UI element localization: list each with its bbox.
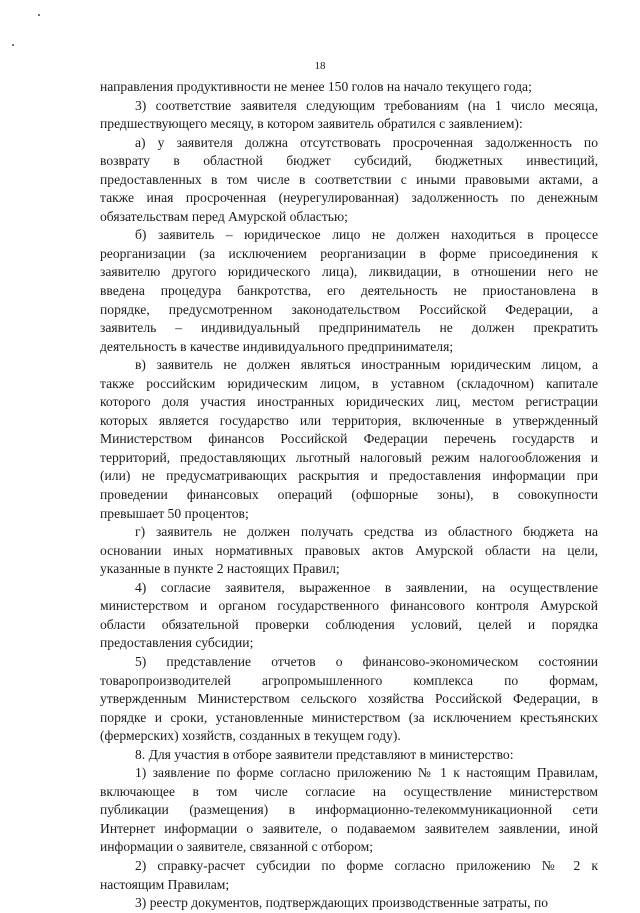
text-line: проведении финансовых операций (офшорные зоны), в совокупности <box>100 487 598 503</box>
text-line: порядке и сроки, установленные министерством (за исключением крестьянских <box>100 709 598 725</box>
text-line: основании иных нормативных правовых актов Амурской области на цели, <box>100 542 598 558</box>
scan-speck <box>38 14 40 16</box>
text-line: предоставления субсидии; <box>100 635 254 651</box>
text-line: (или) не предусматривающих раскрытия и предоставления информации при <box>100 468 598 484</box>
paragraph <box>100 764 598 857</box>
text-line: Министерством финансов Российской Федерации перечень государств и <box>100 431 598 447</box>
text-line: публикации (размещения) в информационно-телекоммуникационной сети <box>100 802 598 818</box>
text-line: министерством и органом государственного финансового контроля Амурской <box>100 598 598 614</box>
text-line: Интернет информации о заявителе, о подаваемом заявителем заявлении, иной <box>100 820 598 836</box>
paragraph <box>100 857 598 894</box>
text-line: 3) соответствие заявителя следующим требованиям (на 1 число месяца, <box>135 97 598 113</box>
text-line: 1) заявление по форме согласно приложению № 1 к настоящим Правилам, <box>135 765 598 781</box>
paragraph <box>100 653 598 746</box>
text-line: 5) представление отчетов о финансово-экономическом состоянии <box>135 653 598 669</box>
text-line: указанные в пункте 2 настоящих Правил; <box>100 561 340 577</box>
text-line: области обязательной проверки соблюдения условий, целей и порядка <box>100 616 598 632</box>
page-number: 18 <box>314 60 326 72</box>
text-line: введена процедура банкротства, его деятельность не приостановлена в <box>100 283 598 299</box>
paragraph <box>100 894 598 913</box>
text-line: также иная просроченная (неурегулированная) задолженность по денежным <box>100 190 598 206</box>
paragraph <box>100 746 598 765</box>
paragraph <box>100 356 598 523</box>
text-line: 4) согласие заявителя, выраженное в заявлении, на осуществление <box>135 579 598 595</box>
text-line: включающее в том числе согласие на осуществление министерством <box>100 783 598 799</box>
paragraph <box>100 579 598 653</box>
text-line: обязательствам перед Амурской областью; <box>100 208 348 224</box>
paragraph <box>100 97 598 134</box>
text-line: товаропроизводителей агропромышленного комплекса по формам, <box>100 672 598 688</box>
text-line: также российским юридическим лицом, в уставном (складочном) капитале <box>100 375 598 391</box>
text-line: (фермерских) хозяйств, созданных в текущем году). <box>100 728 401 744</box>
paragraph <box>100 226 598 356</box>
paragraph <box>100 134 598 227</box>
text-line: направления продуктивности не менее 150 голов на начало текущего года; <box>100 79 532 94</box>
text-line: порядке, предусмотренном законодательством Российской Федерации, а <box>100 301 598 317</box>
text-line: реорганизации (за исключением реорганизации в форме присоединения к <box>100 245 598 261</box>
text-line: предшествующего месяцу, в котором заявитель обратился с заявлением): <box>100 116 523 132</box>
scan-speck <box>12 44 14 46</box>
text-line: информации о заявителе, связанной с отбором; <box>100 839 374 855</box>
paragraph <box>100 523 598 579</box>
text-line: а) у заявителя должна отсутствовать просроченная задолженность по <box>135 134 598 150</box>
text-line: которых является государство или территория, включенные в утвержденный <box>100 412 598 428</box>
paragraph <box>100 78 598 97</box>
text-line: предоставленных в том числе в соответствии с иными правовыми актами, а <box>100 171 598 187</box>
text-line: г) заявитель не должен получать средства из областного бюджета на <box>135 524 598 540</box>
text-line: превышает 50 процентов; <box>100 505 249 521</box>
text-line: 8. Для участия в отборе заявители представляют в министерство: <box>135 746 514 762</box>
text-line: возврату в областной бюджет субсидий, бюджетных инвестиций, <box>100 153 598 169</box>
text-line: деятельность в качестве индивидуального предпринимателя; <box>100 338 454 354</box>
text-line: б) заявитель – юридическое лицо не должен находиться в процессе <box>135 227 598 243</box>
document-body <box>100 78 598 913</box>
text-line: заявителю другого юридического лица), ликвидации, в отношении него не <box>100 264 598 280</box>
text-line: территорий, предоставляющих льготный налоговый режим налогообложения и <box>100 449 598 465</box>
text-line: 2) справку-расчет субсидии по форме согласно приложению № 2 к <box>135 857 598 873</box>
text-line: утвержденным Министерством сельского хозяйства Российской Федерации, в <box>100 691 598 707</box>
text-line: заявитель – индивидуальный предприниматель не должен прекратить <box>100 320 598 336</box>
text-line: 3) реестр документов, подтверждающих производственные затраты, по <box>135 895 549 911</box>
text-line: которого доля участия иностранных юридических лиц, местом регистрации <box>100 394 598 410</box>
text-line: настоящим Правилам; <box>100 876 230 892</box>
text-line: в) заявитель не должен являться иностранным юридическим лицом, а <box>135 357 598 373</box>
